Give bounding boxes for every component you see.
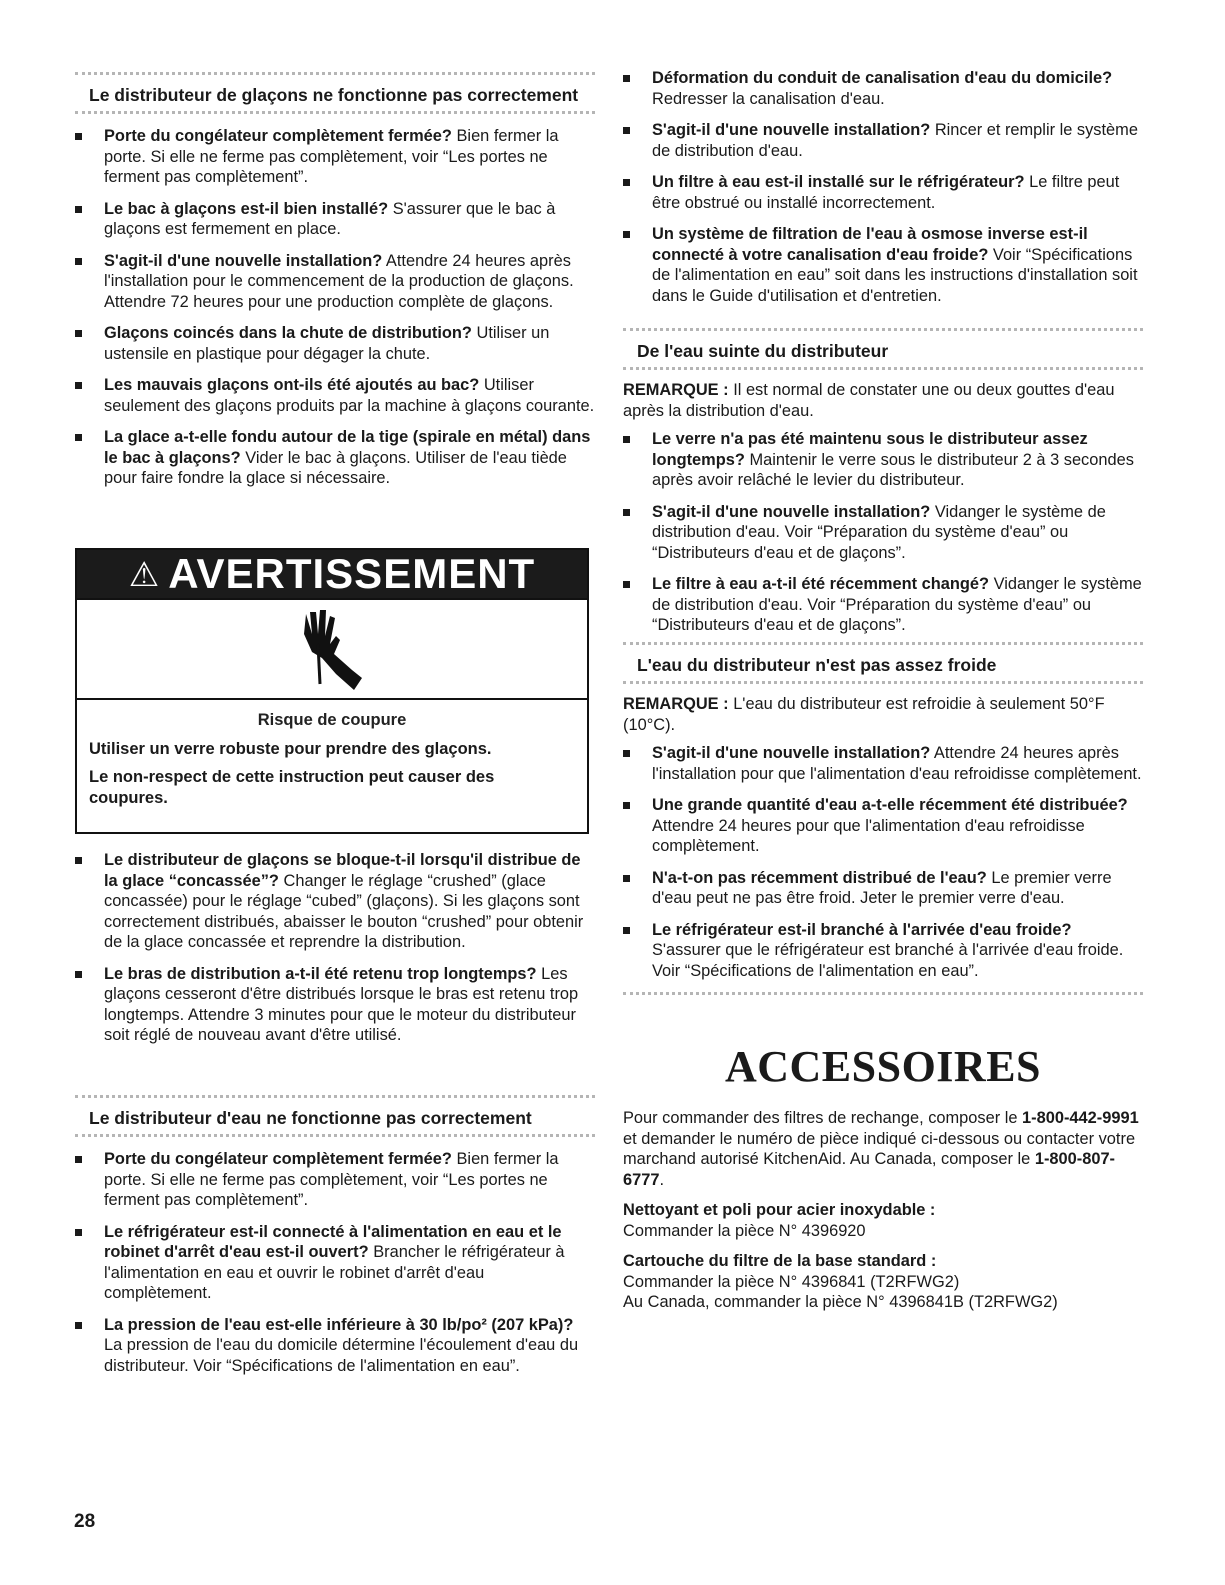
accessory-part-number: Commander la pièce N° 4396920	[623, 1221, 866, 1240]
accessory-part-number: Commander la pièce N° 4396841 (T2RFWG2)	[623, 1272, 960, 1291]
list-item: N'a-t-on pas récemment distribué de l'eau? Le premier verre d'eau peut ne pas être froid. Jeter le premier verre d'eau.	[623, 868, 1143, 909]
list-item: Un filtre à eau est-il installé sur le réfrigérateur? Le filtre peut être obstrué ou installé incorrectement.	[623, 172, 1143, 213]
section-heading: L'eau du distributeur n'est pas assez froide	[623, 642, 1143, 684]
list-item: S'agit-il d'une nouvelle installation? Rincer et remplir le système de distribution d'eau.	[623, 120, 1143, 161]
troubleshoot-list	[623, 429, 1143, 636]
warning-body	[77, 700, 587, 809]
warning-triangle-icon: ⚠	[128, 556, 161, 594]
section-heading: Le distributeur d'eau ne fonctionne pas correctement	[75, 1095, 595, 1137]
section-heading: De l'eau suinte du distributeur	[623, 328, 1143, 370]
cut-hand-icon	[292, 604, 372, 694]
water-dispenser-section-cont	[623, 68, 1143, 317]
troubleshoot-list	[623, 743, 1143, 981]
accessories-title: ACCESSOIRES	[724, 1042, 1042, 1091]
troubleshoot-list	[75, 126, 595, 489]
list-item: Une grande quantité d'eau a-t-elle récemment été distribuée? Attendre 24 heures pour que l'alimentation d'eau refroidisse complètement.	[623, 795, 1143, 857]
list-item: Le filtre à eau a-t-il été récemment changé? Vidanger le système de distribution d'eau. Voir “Préparation du système d'eau” ou “Distributeurs d'eau et de glaçons”.	[623, 574, 1143, 636]
warning-title: AVERTISSEMENT	[168, 550, 536, 597]
warning-header	[77, 550, 587, 600]
list-item: Glaçons coincés dans la chute de distribution? Utiliser un ustensile en plastique pour dégager la chute.	[75, 323, 595, 364]
leak-section	[623, 328, 1143, 647]
warning-consequence: Le non-respect de cette instruction peut causer des coupures.	[89, 768, 495, 807]
list-item: Porte du congélateur complètement fermée? Bien fermer la porte. Si elle ne ferme pas complètement, voir “Les portes ne ferment pas complètement”.	[75, 1149, 595, 1211]
section-heading: Le distributeur de glaçons ne fonctionne pas correctement	[75, 72, 595, 114]
note: REMARQUE : Il est normal de constater une ou deux gouttes d'eau après la distribution d'eau.	[623, 381, 1115, 420]
ice-dispenser-section	[75, 72, 595, 500]
list-item: Le distributeur de glaçons se bloque-t-il lorsqu'il distribue de la glace “concassée”? Changer le réglage “crushed” (glace concassée) pour le réglage “cubed” (glaçons). Si les glaçons sont correctement distribués, abaisser le bouton “crushed” pour obtenir de la glace concassée et reprendre la distribution.	[75, 850, 595, 953]
accessory-title: Cartouche du filtre de la base standard :	[623, 1252, 937, 1270]
list-item: Le bac à glaçons est-il bien installé? S'assurer que le bac à glaçons est fermement en place.	[75, 199, 595, 240]
warning-box	[75, 548, 589, 834]
page-number: 28	[74, 1511, 96, 1532]
water-dispenser-section	[75, 1095, 595, 1387]
list-item: S'agit-il d'une nouvelle installation? Attendre 24 heures après l'installation pour le commencement de la production de glaçons. Attendre 72 heures pour une production complète de glaçons.	[75, 251, 595, 313]
cold-water-section	[623, 642, 1143, 995]
ice-dispenser-section-cont	[75, 850, 595, 1057]
list-item: Déformation du conduit de canalisation d'eau du domicile? Redresser la canalisation d'eau.	[623, 68, 1143, 109]
phone-number: 1-800-442-9991	[1022, 1109, 1139, 1127]
warning-instruction: Utiliser un verre robuste pour prendre des glaçons.	[89, 739, 492, 758]
troubleshoot-list	[75, 850, 595, 1046]
list-item: S'agit-il d'une nouvelle installation? Vidanger le système de distribution d'eau. Voir “Préparation du système d'eau” ou “Distributeurs d'eau et de glaçons”.	[623, 502, 1143, 564]
warning-risk: Risque de coupure	[257, 711, 407, 729]
phone-number: 1-800-807-6777	[623, 1150, 1116, 1189]
list-item: Le bras de distribution a-t-il été retenu trop longtemps? Les glaçons cesseront d'être distribués lorsque le bras est retenu trop longtemps. Attendre 3 minutes pour que le moteur du distributeur soit réglé de nouveau avant d'être utilisé.	[75, 964, 595, 1046]
troubleshoot-list	[75, 1149, 595, 1376]
list-item: S'agit-il d'une nouvelle installation? Attendre 24 heures après l'installation pour que l'alimentation d'eau refroidisse complètement.	[623, 743, 1143, 784]
list-item: Le réfrigérateur est-il branché à l'arrivée d'eau froide? S'assurer que le réfrigérateur est branché à l'arrivée d'eau froide. Voir “Spécifications de l'alimentation en eau”.	[623, 920, 1143, 982]
list-item: Porte du congélateur complètement fermée? Bien fermer la porte. Si elle ne ferme pas complètement, voir “Les portes ne ferment pas complètement”.	[75, 126, 595, 188]
warning-pictogram	[77, 600, 587, 700]
accessories-intro: Pour commander des filtres de rechange, composer le 1-800-442-9991 et demander le numéro de pièce indiqué ci-dessous ou contacter votre marchand autorisé KitchenAid. Au Canada, composer le 1-800-807-6777.	[623, 1109, 1139, 1189]
accessory-part-number: Au Canada, commander la pièce N° 4396841B (T2RFWG2)	[623, 1293, 1058, 1311]
accessories-section	[623, 1042, 1143, 1313]
list-item: Un système de filtration de l'eau à osmose inverse est-il connecté à votre canalisation d'eau froide? Voir “Spécifications de l'alimentation en eau” soit dans les instructions d'installation soit dans le Guide d'utilisation et d'entretien.	[623, 224, 1143, 306]
note: REMARQUE : L'eau du distributeur est refroidie à seulement 50°F (10°C).	[623, 695, 1105, 734]
list-item: Le réfrigérateur est-il connecté à l'alimentation en eau et le robinet d'arrêt d'eau est-il ouvert? Brancher le réfrigérateur à l'alimentation en eau et ouvrir le robinet d'arrêt d'eau complètement.	[75, 1222, 595, 1304]
troubleshoot-list	[623, 68, 1143, 306]
list-item: La glace a-t-elle fondu autour de la tige (spirale en métal) dans le bac à glaçons? Vider le bac à glaçons. Utiliser de l'eau tiède pour faire fondre la glace si nécessaire.	[75, 427, 595, 489]
list-item: Les mauvais glaçons ont-ils été ajoutés au bac? Utiliser seulement des glaçons produits par la machine à glaçons courante.	[75, 375, 595, 416]
divider	[623, 992, 1143, 995]
list-item: Le verre n'a pas été maintenu sous le distributeur assez longtemps? Maintenir le verre sous le distributeur 2 à 3 secondes après avoir relâché le levier du distributeur.	[623, 429, 1143, 491]
list-item: La pression de l'eau est-elle inférieure à 30 lb/po² (207 kPa)? La pression de l'eau du domicile détermine l'écoulement d'eau du distributeur. Voir “Spécifications de l'alimentation en eau”.	[75, 1315, 595, 1377]
accessory-title: Nettoyant et poli pour acier inoxydable :	[623, 1201, 936, 1219]
